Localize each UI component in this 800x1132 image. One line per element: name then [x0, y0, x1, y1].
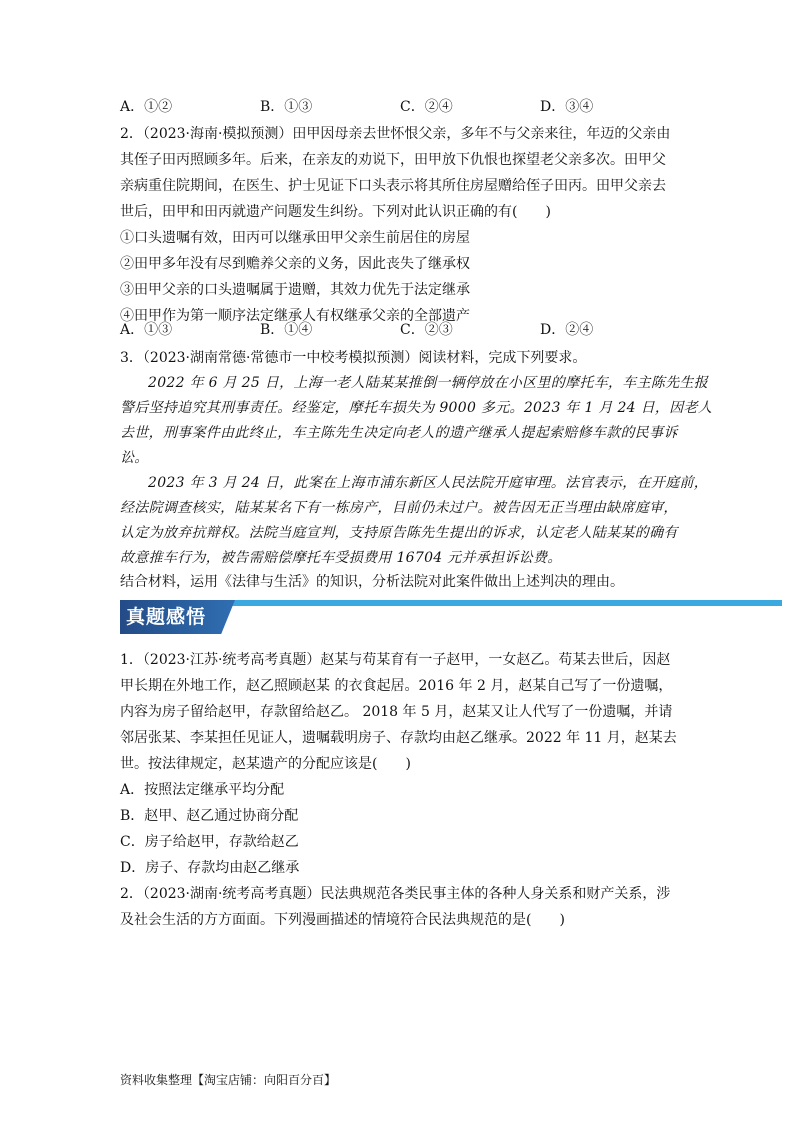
- option-c[interactable]: C．②③: [400, 322, 453, 338]
- q3-intro: 3．（2023·湖南常德·常德市一中校考模拟预测）阅读材料，完成下列要求。: [120, 350, 587, 366]
- t1-line: 邻居张某、李某担任见证人，遗嘱载明房子、存款均由赵乙继承。2022 年 11 月，赵某去: [120, 730, 677, 746]
- q3-material-line: 2022 年 6 月 25 日，上海一老人陆某某推倒一辆停放在小区里的摩托车，车主陈先生报: [148, 375, 709, 391]
- t1-option-c[interactable]: C．房子给赵甲，存款给赵乙: [120, 834, 299, 850]
- option-b[interactable]: B．①③: [260, 99, 313, 115]
- q2-statement: ③田甲父亲的口头遗嘱属于遗赠，其效力优先于法定继承: [120, 282, 470, 298]
- t1-line: 世。按法律规定，赵某遗产的分配应该是( ): [120, 756, 411, 772]
- q2-line: 世后，田甲和田丙就遗产问题发生纠纷。下列对此认识正确的有( ): [120, 204, 551, 220]
- q3-material-line: 2023 年 3 月 24 日，此案在上海市浦东新区人民法院开庭审理。法官表示，在开庭前，: [148, 475, 709, 491]
- q3-material-line: 经法院调查核实，陆某某名下有一栋房产，目前仍未过户。被告因无正当理由缺席庭审，: [120, 500, 678, 516]
- q2-line: 2．（2023·海南·模拟预测）田甲因母亲去世怀恨父亲，多年不与父亲来往，年迈的父亲由: [120, 126, 671, 142]
- q3-material-line: 去世，刑事案件由此终止，车主陈先生决定向老人的遗产继承人提起索赔修车款的民事诉: [120, 425, 678, 441]
- q3-material-line: 讼。: [120, 450, 149, 466]
- option-d[interactable]: D．③④: [540, 99, 594, 115]
- q2-options: [120, 320, 680, 340]
- t1-option-b[interactable]: B．赵甲、赵乙通过协商分配: [120, 808, 299, 824]
- section-title: 真题感悟: [126, 606, 207, 628]
- t1-line: 内容为房子留给赵甲，存款留给赵乙。 2018 年 5 月，赵某又让人代写了一份遗嘱，并请: [120, 704, 673, 720]
- q3-task: 结合材料，运用《法律与生活》的知识，分析法院对此案件做出上述判决的理由。: [120, 574, 624, 590]
- t2-line: 2．（2023·湖南·统考高考真题）民法典规范各类民事主体的各种人身关系和财产关系，涉: [120, 886, 671, 902]
- t1-option-a[interactable]: A．按照法定继承平均分配: [120, 782, 285, 798]
- q2-statement: ④田甲作为第一顺序法定继承人有权继承父亲的全部遗产: [120, 308, 470, 324]
- option-d[interactable]: D．②④: [540, 322, 594, 338]
- option-b[interactable]: B．①④: [260, 322, 313, 338]
- section-banner: [120, 600, 782, 634]
- option-c[interactable]: C．②④: [400, 99, 453, 115]
- q3-material-line: 故意推车行为，被告需赔偿摩托车受损费用 16704 元并承担诉讼费。: [120, 550, 562, 566]
- prev-question-options: [120, 97, 680, 117]
- q2-line: 其侄子田丙照顾多年。后来，在亲友的劝说下，田甲放下仇恨也探望老父亲多次。田甲父: [120, 152, 666, 168]
- option-a[interactable]: A．①③: [120, 322, 173, 338]
- q3-material-line: 警后坚持追究其刑事责任。经鉴定，摩托车损失为 9000 多元。2023 年 1 月 24 日，因老人: [120, 400, 713, 416]
- q2-statement: ①口头遗嘱有效，田丙可以继承田甲父亲生前居住的房屋: [120, 230, 470, 246]
- t2-line: 及社会生活的方方面面。下列漫画描述的情境符合民法典规范的是( ): [120, 912, 565, 928]
- option-a[interactable]: A．①②: [120, 99, 173, 115]
- q3-material-line: 认定为放弃抗辩权。法院当庭宣判，支持原告陈先生提出的诉求，认定老人陆某某的确有: [120, 525, 678, 541]
- t1-line: 1．（2023·江苏·统考高考真题）赵某与苟某育有一子赵甲，一女赵乙。苟某去世后，因赵: [120, 652, 671, 668]
- q2-statement: ②田甲多年没有尽到赡养父亲的义务，因此丧失了继承权: [120, 256, 470, 272]
- t1-option-d[interactable]: D．房子、存款均由赵乙继承: [120, 860, 300, 876]
- t1-line: 甲长期在外地工作，赵乙照顾赵某 的衣食起居。2016 年 2 月，赵某自己写了一份遗嘱，: [120, 678, 673, 694]
- page-footer: 资料收集整理【淘宝店铺：向阳百分百】: [120, 1073, 337, 1087]
- q2-line: 亲病重住院期间，在医生、护士见证下口头表示将其所住房屋赠给侄子田丙。田甲父亲去: [120, 178, 666, 194]
